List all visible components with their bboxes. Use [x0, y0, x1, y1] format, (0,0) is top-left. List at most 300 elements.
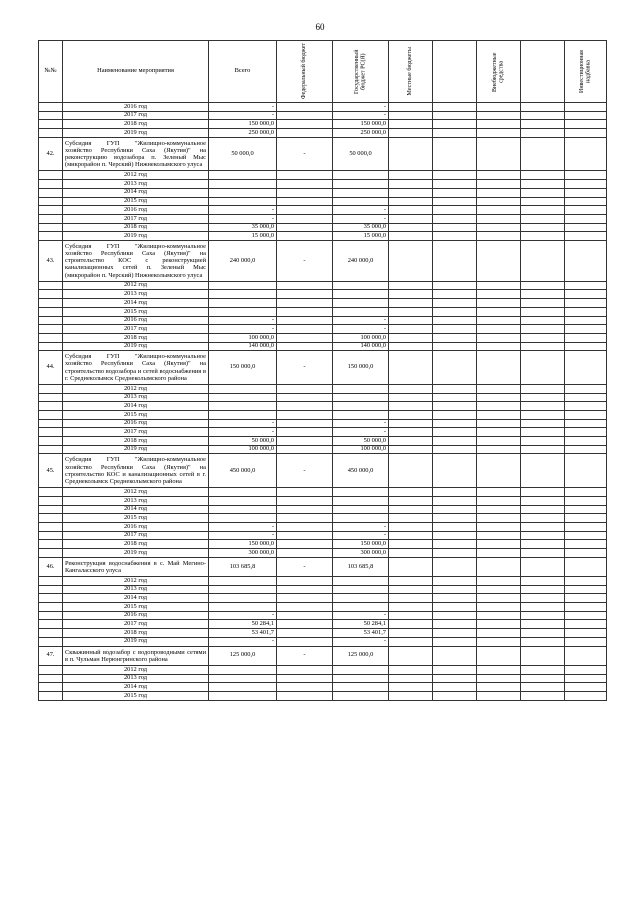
empty-cell: [433, 206, 477, 215]
empty-cell: [477, 232, 521, 241]
empty-cell: [565, 223, 607, 232]
year-total: [209, 691, 277, 700]
empty-cell: [433, 419, 477, 428]
empty-cell: [433, 240, 477, 281]
empty-cell: [565, 188, 607, 197]
empty-cell: [39, 611, 63, 620]
empty-cell: [521, 316, 565, 325]
year-row: [39, 197, 607, 206]
year-state: [333, 577, 389, 586]
empty-cell: [389, 129, 433, 138]
year-state: [333, 299, 389, 308]
empty-cell: [521, 637, 565, 646]
empty-cell: [389, 531, 433, 540]
year-total: [209, 594, 277, 603]
empty-cell: [433, 111, 477, 120]
year-total: 100 000,0: [209, 445, 277, 454]
year-federal: [277, 674, 333, 683]
year-total: 50 284,1: [209, 620, 277, 629]
year-federal: [277, 548, 333, 557]
empty-cell: [389, 281, 433, 290]
empty-cell: [389, 188, 433, 197]
empty-cell: [39, 299, 63, 308]
year-state: [333, 514, 389, 523]
year-row: [39, 437, 607, 446]
project-state: 125 000,0: [333, 646, 389, 665]
empty-cell: [565, 548, 607, 557]
year-label: 2018 год: [63, 120, 209, 129]
empty-cell: [39, 445, 63, 454]
empty-cell: [477, 557, 521, 576]
year-label: 2016 год: [63, 316, 209, 325]
empty-cell: [39, 683, 63, 692]
empty-cell: [389, 223, 433, 232]
empty-cell: [565, 691, 607, 700]
project-number: 47.: [39, 646, 63, 665]
empty-cell: [433, 171, 477, 180]
empty-cell: [389, 120, 433, 129]
empty-cell: [477, 585, 521, 594]
empty-cell: [433, 232, 477, 241]
project-row: [39, 351, 607, 385]
year-state: 50 000,0: [333, 437, 389, 446]
empty-cell: [389, 325, 433, 334]
year-federal: [277, 496, 333, 505]
empty-cell: [521, 120, 565, 129]
empty-cell: [433, 577, 477, 586]
year-label: 2013 год: [63, 674, 209, 683]
empty-cell: [433, 540, 477, 549]
empty-cell: [521, 585, 565, 594]
year-total: [209, 603, 277, 612]
empty-cell: [477, 488, 521, 497]
year-label: 2016 год: [63, 611, 209, 620]
project-name: Субсидия ГУП "Жилищно-коммунальное хозяйство Республики Саха (Якутия)" на строительство КОС с реконструкцией канализационных сетей п. Зеленый Мыс (микрорайон п. Черский) Нижнеколымского улуса: [63, 240, 209, 281]
empty-cell: [521, 402, 565, 411]
year-federal: [277, 316, 333, 325]
empty-cell: [565, 603, 607, 612]
empty-cell: [39, 393, 63, 402]
year-total: 150 000,0: [209, 120, 277, 129]
year-label: 2019 год: [63, 445, 209, 454]
empty-cell: [477, 223, 521, 232]
header-empty-1: [433, 41, 477, 103]
year-state: [333, 384, 389, 393]
empty-cell: [39, 171, 63, 180]
empty-cell: [477, 445, 521, 454]
year-row: [39, 129, 607, 138]
project-federal: -: [277, 351, 333, 385]
header-number: №№: [39, 41, 63, 103]
table-body: [39, 103, 607, 701]
empty-cell: [565, 281, 607, 290]
year-total: -: [209, 428, 277, 437]
empty-cell: [477, 637, 521, 646]
year-federal: [277, 180, 333, 189]
year-state: [333, 665, 389, 674]
year-federal: [277, 488, 333, 497]
empty-cell: [565, 129, 607, 138]
year-row: [39, 577, 607, 586]
empty-cell: [433, 307, 477, 316]
empty-cell: [477, 281, 521, 290]
project-name: Реконструкция водоснабжения в с. Май Мегино-Кангаласского улуса: [63, 557, 209, 576]
year-label: 2019 год: [63, 637, 209, 646]
year-label: 2018 год: [63, 540, 209, 549]
project-total: 450 000,0: [209, 454, 277, 488]
year-federal: [277, 620, 333, 629]
empty-cell: [477, 611, 521, 620]
empty-cell: [565, 522, 607, 531]
year-state: [333, 393, 389, 402]
empty-cell: [389, 307, 433, 316]
project-federal: -: [277, 454, 333, 488]
year-federal: [277, 299, 333, 308]
year-federal: [277, 522, 333, 531]
empty-cell: [565, 557, 607, 576]
year-total: 15 000,0: [209, 232, 277, 241]
empty-cell: [521, 137, 565, 171]
empty-cell: [433, 522, 477, 531]
year-row: [39, 290, 607, 299]
empty-cell: [433, 505, 477, 514]
project-state: 450 000,0: [333, 454, 389, 488]
empty-cell: [477, 307, 521, 316]
empty-cell: [477, 120, 521, 129]
project-row: [39, 557, 607, 576]
year-state: 300 000,0: [333, 548, 389, 557]
year-row: [39, 307, 607, 316]
empty-cell: [521, 351, 565, 385]
empty-cell: [521, 171, 565, 180]
year-row: [39, 611, 607, 620]
year-label: 2014 год: [63, 402, 209, 411]
year-state: 100 000,0: [333, 445, 389, 454]
year-label: 2012 год: [63, 577, 209, 586]
empty-cell: [477, 505, 521, 514]
empty-cell: [521, 290, 565, 299]
empty-cell: [521, 342, 565, 351]
empty-cell: [433, 548, 477, 557]
year-label: 2016 год: [63, 206, 209, 215]
empty-cell: [521, 214, 565, 223]
year-state: [333, 488, 389, 497]
year-state: [333, 603, 389, 612]
year-label: 2014 год: [63, 683, 209, 692]
year-row: [39, 505, 607, 514]
year-state: -: [333, 428, 389, 437]
year-total: [209, 674, 277, 683]
empty-cell: [433, 316, 477, 325]
empty-cell: [477, 325, 521, 334]
year-label: 2019 год: [63, 129, 209, 138]
empty-cell: [565, 299, 607, 308]
year-row: [39, 674, 607, 683]
year-state: -: [333, 611, 389, 620]
project-number: 44.: [39, 351, 63, 385]
year-state: [333, 290, 389, 299]
empty-cell: [565, 629, 607, 638]
empty-cell: [433, 646, 477, 665]
empty-cell: [433, 557, 477, 576]
year-row: [39, 585, 607, 594]
year-row: [39, 428, 607, 437]
empty-cell: [39, 232, 63, 241]
empty-cell: [39, 206, 63, 215]
empty-cell: [39, 419, 63, 428]
empty-cell: [433, 594, 477, 603]
year-label: 2019 год: [63, 342, 209, 351]
empty-cell: [477, 290, 521, 299]
year-label: 2017 год: [63, 325, 209, 334]
empty-cell: [565, 316, 607, 325]
year-state: -: [333, 103, 389, 112]
empty-cell: [521, 103, 565, 112]
empty-cell: [389, 316, 433, 325]
year-state: [333, 188, 389, 197]
empty-cell: [389, 522, 433, 531]
year-label: 2017 год: [63, 620, 209, 629]
year-total: [209, 393, 277, 402]
empty-cell: [521, 437, 565, 446]
empty-cell: [39, 223, 63, 232]
empty-cell: [565, 683, 607, 692]
year-total: 35 000,0: [209, 223, 277, 232]
empty-cell: [389, 111, 433, 120]
year-state: [333, 411, 389, 420]
year-federal: [277, 402, 333, 411]
empty-cell: [565, 333, 607, 342]
empty-cell: [389, 445, 433, 454]
empty-cell: [389, 603, 433, 612]
year-total: -: [209, 531, 277, 540]
year-federal: [277, 505, 333, 514]
empty-cell: [389, 103, 433, 112]
empty-cell: [477, 428, 521, 437]
empty-cell: [433, 496, 477, 505]
empty-cell: [39, 290, 63, 299]
empty-cell: [433, 223, 477, 232]
empty-cell: [565, 393, 607, 402]
empty-cell: [433, 514, 477, 523]
empty-cell: [521, 180, 565, 189]
year-state: 150 000,0: [333, 120, 389, 129]
empty-cell: [39, 180, 63, 189]
year-state: 35 000,0: [333, 223, 389, 232]
empty-cell: [433, 342, 477, 351]
empty-cell: [389, 393, 433, 402]
empty-cell: [389, 683, 433, 692]
empty-cell: [39, 505, 63, 514]
year-row: [39, 188, 607, 197]
year-federal: [277, 342, 333, 351]
year-total: -: [209, 206, 277, 215]
year-label: 2012 год: [63, 384, 209, 393]
empty-cell: [565, 488, 607, 497]
year-row: [39, 402, 607, 411]
empty-cell: [389, 585, 433, 594]
empty-cell: [565, 531, 607, 540]
empty-cell: [39, 665, 63, 674]
empty-cell: [389, 637, 433, 646]
year-federal: [277, 594, 333, 603]
year-total: 140 000,0: [209, 342, 277, 351]
year-federal: [277, 325, 333, 334]
header-row: [39, 41, 607, 103]
empty-cell: [389, 290, 433, 299]
empty-cell: [39, 411, 63, 420]
empty-cell: [39, 129, 63, 138]
empty-cell: [389, 214, 433, 223]
year-row: [39, 540, 607, 549]
year-federal: [277, 419, 333, 428]
year-federal: [277, 393, 333, 402]
empty-cell: [565, 307, 607, 316]
year-label: 2018 год: [63, 333, 209, 342]
year-state: 50 284,1: [333, 620, 389, 629]
year-label: 2014 год: [63, 299, 209, 308]
empty-cell: [477, 629, 521, 638]
empty-cell: [433, 281, 477, 290]
empty-cell: [39, 585, 63, 594]
empty-cell: [521, 531, 565, 540]
year-state: [333, 281, 389, 290]
empty-cell: [477, 402, 521, 411]
year-state: [333, 594, 389, 603]
year-state: [333, 307, 389, 316]
empty-cell: [477, 540, 521, 549]
empty-cell: [433, 103, 477, 112]
year-state: -: [333, 522, 389, 531]
year-state: -: [333, 214, 389, 223]
header-state: Государственный бюджет РС(Я): [333, 41, 389, 103]
empty-cell: [389, 419, 433, 428]
empty-cell: [565, 419, 607, 428]
empty-cell: [39, 531, 63, 540]
empty-cell: [521, 548, 565, 557]
empty-cell: [521, 577, 565, 586]
year-total: 250 000,0: [209, 129, 277, 138]
year-row: [39, 488, 607, 497]
empty-cell: [39, 594, 63, 603]
empty-cell: [521, 488, 565, 497]
empty-cell: [565, 325, 607, 334]
year-state: [333, 197, 389, 206]
empty-cell: [389, 557, 433, 576]
empty-cell: [477, 683, 521, 692]
empty-cell: [39, 522, 63, 531]
year-row: [39, 393, 607, 402]
project-name: Субсидия ГУП "Жилищно-коммунальное хозяйство Республики Саха (Якутия)" на строительство водозабора и сетей водоснабжения в г. Среднеколымск Среднеколымского района: [63, 351, 209, 385]
empty-cell: [39, 188, 63, 197]
empty-cell: [477, 129, 521, 138]
project-total: 240 000,0: [209, 240, 277, 281]
year-total: 300 000,0: [209, 548, 277, 557]
empty-cell: [389, 548, 433, 557]
header-local: Местные бюджеты: [389, 41, 433, 103]
year-total: [209, 290, 277, 299]
year-federal: [277, 514, 333, 523]
year-label: 2018 год: [63, 223, 209, 232]
empty-cell: [39, 402, 63, 411]
empty-cell: [433, 214, 477, 223]
empty-cell: [433, 691, 477, 700]
year-total: [209, 577, 277, 586]
year-row: [39, 111, 607, 120]
year-label: 2015 год: [63, 514, 209, 523]
empty-cell: [521, 197, 565, 206]
year-state: [333, 585, 389, 594]
empty-cell: [477, 171, 521, 180]
empty-cell: [389, 351, 433, 385]
empty-cell: [389, 171, 433, 180]
empty-cell: [521, 223, 565, 232]
empty-cell: [477, 137, 521, 171]
empty-cell: [565, 206, 607, 215]
empty-cell: [521, 307, 565, 316]
year-row: [39, 281, 607, 290]
empty-cell: [477, 214, 521, 223]
year-label: 2014 год: [63, 505, 209, 514]
year-state: [333, 683, 389, 692]
empty-cell: [389, 611, 433, 620]
empty-cell: [39, 691, 63, 700]
year-row: [39, 691, 607, 700]
empty-cell: [389, 428, 433, 437]
empty-cell: [565, 637, 607, 646]
year-federal: [277, 214, 333, 223]
empty-cell: [477, 180, 521, 189]
empty-cell: [433, 333, 477, 342]
year-total: 50 000,0: [209, 437, 277, 446]
empty-cell: [433, 180, 477, 189]
empty-cell: [521, 240, 565, 281]
year-state: [333, 180, 389, 189]
year-total: -: [209, 316, 277, 325]
year-label: 2014 год: [63, 188, 209, 197]
year-label: 2018 год: [63, 629, 209, 638]
year-total: [209, 665, 277, 674]
project-number: 45.: [39, 454, 63, 488]
empty-cell: [521, 594, 565, 603]
empty-cell: [565, 214, 607, 223]
empty-cell: [389, 240, 433, 281]
year-row: [39, 629, 607, 638]
empty-cell: [477, 437, 521, 446]
year-label: 2015 год: [63, 691, 209, 700]
year-federal: [277, 188, 333, 197]
empty-cell: [521, 325, 565, 334]
header-empty-2: [521, 41, 565, 103]
year-state: [333, 674, 389, 683]
empty-cell: [389, 665, 433, 674]
project-federal: -: [277, 557, 333, 576]
year-federal: [277, 540, 333, 549]
year-row: [39, 214, 607, 223]
empty-cell: [389, 488, 433, 497]
year-row: [39, 316, 607, 325]
project-total: 125 000,0: [209, 646, 277, 665]
year-federal: [277, 411, 333, 420]
empty-cell: [521, 333, 565, 342]
empty-cell: [389, 496, 433, 505]
empty-cell: [433, 129, 477, 138]
year-row: [39, 232, 607, 241]
year-total: [209, 514, 277, 523]
empty-cell: [565, 428, 607, 437]
empty-cell: [477, 691, 521, 700]
year-federal: [277, 171, 333, 180]
